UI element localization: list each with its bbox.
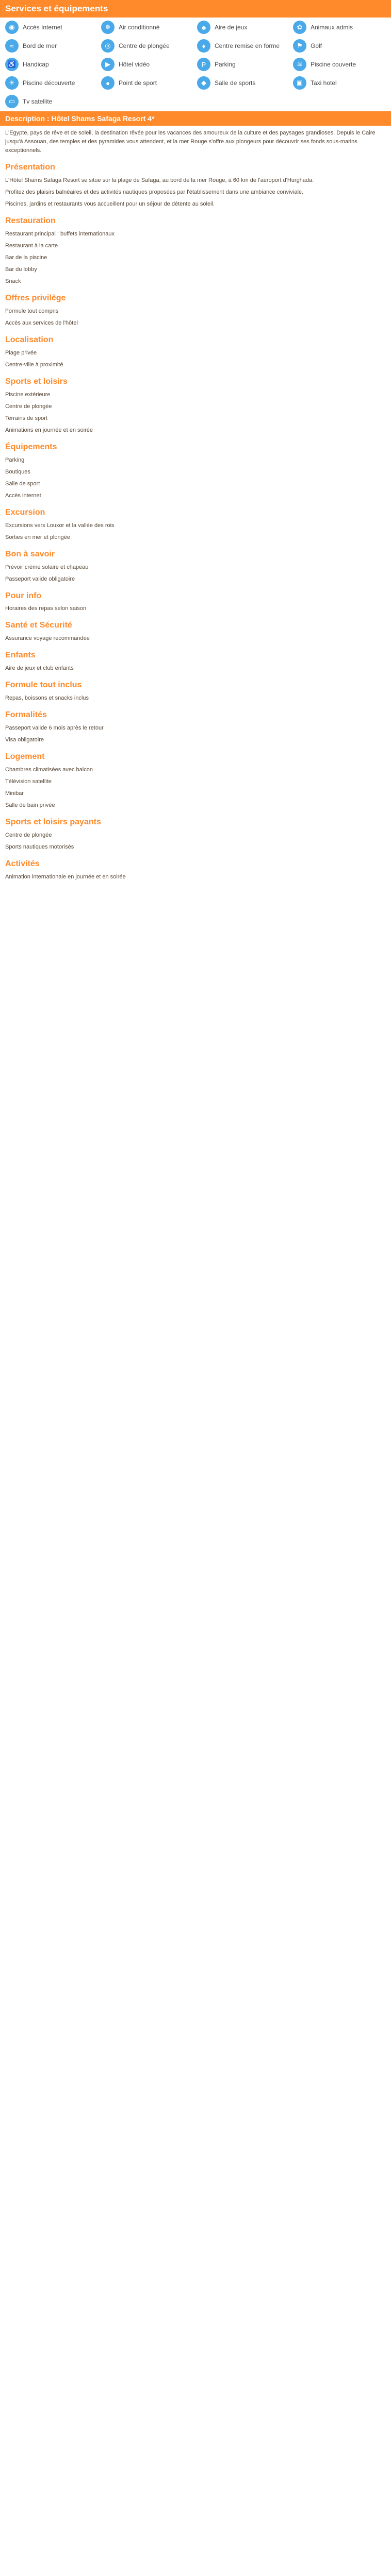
section-line: Animations en journée et en soirée — [5, 427, 93, 433]
section-line: Restaurant principal : buffets internationaux — [5, 230, 115, 237]
golf-icon: ⚑ — [293, 39, 306, 53]
video-icon: ▶ — [101, 58, 115, 71]
section-line: Piscines, jardins et restaurants vous accueillent pour un séjour de détente au soleil. — [5, 201, 215, 208]
service-label: Centre remise en forme — [215, 42, 280, 49]
taxi-icon: ▣ — [293, 76, 306, 90]
wheelchair-icon: ♿ — [5, 58, 19, 71]
section-line: Excursions vers Louxor et la vallée des rois — [5, 522, 115, 529]
service-label: Accès Internet — [23, 24, 62, 31]
tv-icon: ▭ — [5, 95, 19, 108]
section-heading: Formule tout inclus — [5, 681, 82, 690]
services-banner — [0, 0, 391, 18]
services-title: Services et équipements — [5, 4, 108, 13]
section-line: Piscine extérieure — [5, 391, 51, 398]
section-line: Centre-ville à proximité — [5, 361, 63, 368]
section-line: L'Hôtel Shams Safaga Resort se situe sur la plage de Safaga, au bord de la mer Rouge, à 60 km de l'aéroport d'Hurghada. — [5, 177, 314, 183]
section-line: Aire de jeux et club enfants — [5, 665, 74, 672]
section-heading: Offres privilège — [5, 294, 66, 303]
sun-pool-icon: ☀ — [5, 76, 19, 90]
service-label: Tv satellite — [23, 98, 53, 105]
section-heading: Présentation — [5, 163, 55, 172]
section-line: Chambres climatisées avec balcon — [5, 766, 93, 773]
service-item — [197, 21, 290, 34]
service-label: Handicap — [23, 61, 49, 68]
section-line: Boutiques — [5, 468, 30, 475]
section-line: Plage privée — [5, 349, 37, 356]
section-line: Salle de bain privée — [5, 802, 55, 808]
section-line: Bar de la piscine — [5, 254, 47, 261]
wifi-icon: ◉ — [5, 21, 19, 34]
service-label: Animaux admis — [311, 24, 353, 31]
sections — [5, 161, 386, 881]
service-label: Piscine couverte — [311, 61, 356, 68]
section-heading: Localisation — [5, 335, 54, 344]
section-line: Télévision satellite — [5, 778, 52, 785]
section-heading: Bon à savoir — [5, 549, 55, 558]
section-line: Snack — [5, 278, 21, 285]
service-item — [5, 95, 98, 108]
description-content — [0, 126, 391, 882]
paw-icon: ✿ — [293, 21, 306, 34]
service-item — [5, 39, 98, 53]
service-label: Point de sport — [119, 79, 157, 87]
service-item — [5, 21, 98, 34]
section-line: Accès aux services de l'hôtel — [5, 319, 78, 326]
section-line: Bar du lobby — [5, 266, 37, 273]
section-line: Passeport valide 6 mois après le retour — [5, 724, 104, 731]
service-label: Piscine découverte — [23, 79, 75, 87]
section-line: Terrains de sport — [5, 415, 47, 421]
service-item — [293, 39, 386, 53]
service-label: Aire de jeux — [215, 24, 248, 31]
service-label: Taxi hotel — [311, 79, 337, 87]
service-label: Golf — [311, 42, 322, 49]
services-grid — [0, 18, 391, 111]
service-label: Bord de mer — [23, 42, 57, 49]
service-label: Salle de sports — [215, 79, 256, 87]
section-heading: Logement — [5, 752, 45, 761]
section-heading: Sports et loisirs payants — [5, 817, 101, 826]
section-heading: Restauration — [5, 216, 56, 226]
section-line: Profitez des plaisirs balnéaires et des activités nautiques proposées par l'établissement dans une ambiance conviviale. — [5, 189, 304, 195]
pool-icon: ≋ — [293, 58, 306, 71]
dumbbell-icon: ♦ — [197, 39, 210, 53]
section-heading: Formalités — [5, 710, 47, 720]
service-item — [5, 58, 98, 71]
section-line: Horaires des repas selon saison — [5, 605, 87, 612]
service-item — [197, 76, 290, 90]
description-title: Description : Hôtel Shams Safaga Resort 4* — [5, 114, 155, 123]
gym-icon: ◆ — [197, 76, 210, 90]
intro-paragraph: L'Egypte, pays de rêve et de soleil, la destination rêvée pour les vacances des amoureux de la culture et des paysages grandioses. Depuis le Caire jusqu'à Assouan, des temples et des pyramides vous attendent, et la mer Rouge s'offre aux plongeurs pour découvrir ses fonds sous-marins exceptionnels. — [5, 130, 376, 154]
section-line: Sorties en mer et plongée — [5, 534, 70, 540]
service-label: Parking — [215, 61, 236, 68]
section-heading: Santé et Sécurité — [5, 621, 72, 630]
section-heading: Activités — [5, 859, 40, 868]
sport-icon: ● — [101, 76, 115, 90]
diver-icon: ◎ — [101, 39, 115, 53]
section-line: Repas, boissons et snacks inclus — [5, 694, 89, 701]
section-line: Visa obligatoire — [5, 736, 44, 743]
section-line: Parking — [5, 456, 25, 463]
section-line: Formule tout compris — [5, 308, 59, 314]
section-line: Passeport valide obligatoire — [5, 575, 75, 582]
service-item — [5, 76, 98, 90]
service-item — [101, 39, 194, 53]
wave-icon: ≈ — [5, 39, 19, 53]
section-line: Restaurant à la carte — [5, 242, 58, 249]
service-item — [101, 58, 194, 71]
section-line: Minibar — [5, 790, 24, 796]
service-item — [293, 58, 386, 71]
section-heading: Équipements — [5, 442, 57, 451]
section-line: Centre de plongée — [5, 403, 52, 410]
service-label: Hôtel vidéo — [119, 61, 150, 68]
section-heading: Excursion — [5, 507, 45, 517]
service-item — [197, 39, 290, 53]
description-banner — [0, 111, 391, 126]
section-line: Centre de plongée — [5, 832, 52, 838]
section-heading: Enfants — [5, 651, 36, 660]
service-item — [293, 21, 386, 34]
service-item — [101, 76, 194, 90]
snowflake-icon: ❄ — [101, 21, 115, 34]
service-item — [197, 58, 290, 71]
section-line: Accès internet — [5, 492, 41, 499]
service-label: Air conditionné — [119, 24, 160, 31]
service-item — [101, 21, 194, 34]
section-line: Sports nautiques motorisés — [5, 843, 74, 850]
section-heading: Sports et loisirs — [5, 377, 68, 386]
playground-icon: ♣ — [197, 21, 210, 34]
section-line: Prévoir crème solaire et chapeau — [5, 564, 89, 570]
section-heading: Pour info — [5, 591, 42, 600]
section-line: Animation internationale en journée et en soirée — [5, 873, 126, 880]
service-label: Centre de plongée — [119, 42, 170, 49]
section-line: Salle de sport — [5, 480, 40, 487]
parking-icon: P — [197, 58, 210, 71]
service-item — [293, 76, 386, 90]
section-line: Assurance voyage recommandée — [5, 635, 90, 642]
